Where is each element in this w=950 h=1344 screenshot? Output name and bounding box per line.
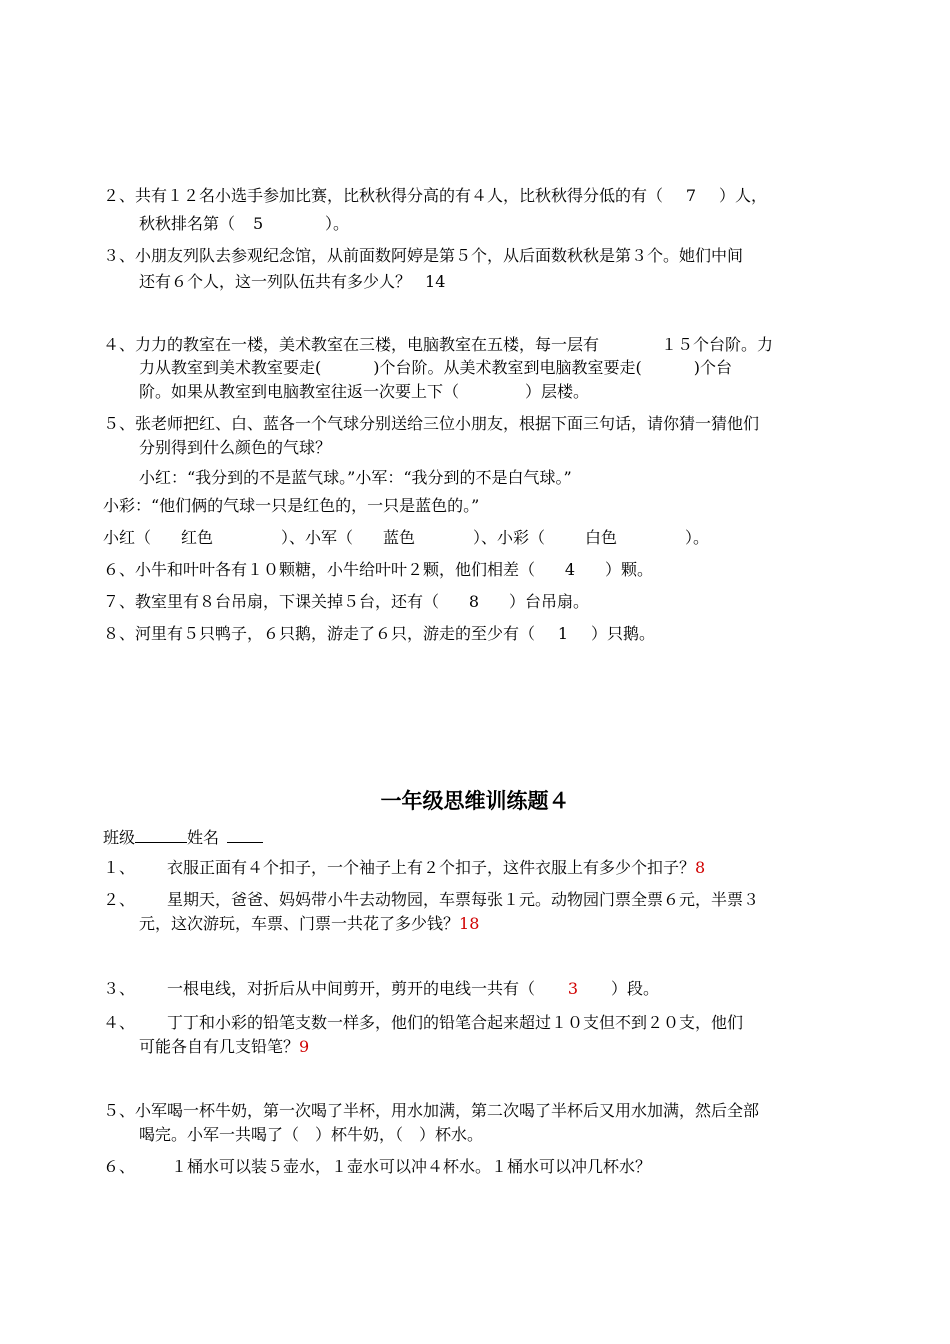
q3-line1: ３、小朋友列队去参观纪念馆，从前面数阿婷是第５个，从后面数秋秋是第３个。她们中间	[103, 246, 744, 265]
q4-text-a: ４、力力的教室在一楼，美术教室在三楼，电脑教室在五楼，每一层有	[103, 335, 600, 354]
q6-text-a: ６、小牛和叶叶各有１０颗糖，小牛给叶叶２颗，他们相差（	[103, 560, 536, 579]
q2-line2	[139, 212, 349, 236]
p2-q2-num: ２、	[103, 890, 136, 909]
p2-q3-num: ３、	[103, 979, 136, 998]
q6-line	[103, 558, 653, 582]
p2-q4-text-2: 可能各自有几支铅笔？	[139, 1037, 300, 1056]
p2-q2-line1	[103, 888, 759, 912]
p2-q4-line2	[139, 1035, 309, 1059]
q2-answer-2: 5	[253, 214, 264, 233]
q4-text-b: １５个台阶。力	[661, 335, 774, 354]
q2-text-b: ）人，	[719, 186, 768, 205]
q5-line1: ５、张老师把红、白、蓝各一个气球分别送给三位小朋友，根据下面三句话，请你猜一猜他们	[103, 414, 760, 433]
name-label: 姓名	[187, 828, 220, 847]
p2-q3-answer: 3	[567, 979, 579, 998]
p2-q2-text-1: 星期天，爸爸、妈妈带小牛去动物园，车票每张１元。动物园门票全票６元，半票３	[167, 890, 760, 909]
q8-answer: 1	[557, 624, 569, 643]
p2-q1-num: １、	[103, 858, 136, 877]
p2-q1-line	[103, 856, 705, 880]
p2-q4-line1	[103, 1011, 743, 1035]
p2-q4-answer: 9	[299, 1037, 310, 1056]
q4-line1	[103, 333, 773, 357]
q7-text-a: ７、教室里有８台吊扇，下课关掉５台，还有（	[103, 592, 440, 611]
page-title: 一年级思维训练题４	[380, 789, 570, 813]
q5-answer-red: 红色	[181, 528, 214, 547]
p2-q3-text-a: 一根电线，对折后从中间剪开，剪开的电线一共有（	[167, 979, 536, 998]
class-blank[interactable]	[135, 824, 187, 843]
name-blank[interactable]	[227, 824, 263, 843]
q2-answer-1: 7	[685, 186, 697, 205]
q5-end: ）。	[685, 528, 710, 547]
p2-q1-answer: 8	[695, 858, 706, 877]
q5-xiaocai-label: ）、小彩（	[473, 528, 546, 547]
class-label: 班级	[103, 828, 136, 847]
p2-q5-line2: 喝完。小军一共喝了（ ）杯牛奶，（ ）杯水。	[139, 1125, 484, 1144]
q2-text-d: ）。	[325, 214, 350, 233]
p2-q6-line	[103, 1155, 651, 1179]
q6-answer: 4	[564, 560, 576, 579]
q4-text-f: 阶。如果从教室到电脑教室往返一次要上下（	[139, 382, 460, 401]
q2-text-a: ２、共有１２名小选手参加比赛，比秋秋得分高的有４人，比秋秋得分低的有（	[103, 186, 664, 205]
p2-q6-text: １桶水可以装５壶水，１壶水可以冲４杯水。１桶水可以冲几杯水？	[171, 1157, 652, 1176]
p2-q1-text: 衣服正面有４个扣子，一个袖子上有２个扣子，这件衣服上有多少个扣子？	[167, 858, 696, 877]
p2-q5-line1: ５、小军喝一杯牛奶，第一次喝了半杯，用水加满，第二次喝了半杯后又用水加满，然后全部	[103, 1101, 760, 1120]
q3-answer: 14	[425, 272, 446, 291]
q8-text-b: ）只鹅。	[591, 624, 656, 643]
q3-line2	[139, 270, 445, 294]
p2-q2-answer: 18	[459, 914, 480, 933]
q5-line4: 小彩：“他们俩的气球一只是红色的，一只是蓝色的。”	[103, 496, 480, 515]
class-name-line	[103, 824, 263, 850]
q2-line1	[103, 184, 767, 208]
q4-line3	[139, 380, 589, 404]
p2-q3-line	[103, 977, 659, 1001]
p2-q4-text-1: 丁丁和小彩的铅笔支数一样多，他们的铅笔合起来超过１０支但不到２０支，他们	[167, 1013, 744, 1032]
q7-line	[103, 590, 589, 614]
q5-line3: 小红：“我分到的不是蓝气球。”小军：“我分到的不是白气球。”	[139, 468, 572, 487]
q8-line	[103, 622, 655, 646]
q7-answer: 8	[468, 592, 480, 611]
p2-q4-num: ４、	[103, 1013, 136, 1032]
q4-line2	[139, 356, 732, 380]
q5-line2: 分别得到什么颜色的气球？	[139, 438, 332, 457]
q8-text-a: ８、河里有５只鸭子，６只鹅，游走了６只，游走的至少有（	[103, 624, 536, 643]
q2-text-c: 秋秋排名第（	[139, 214, 236, 233]
q7-text-b: ）台吊扇。	[509, 592, 590, 611]
q5-xiaojun-label: ）、小军（	[281, 528, 354, 547]
q6-text-b: ）颗。	[605, 560, 654, 579]
p2-q6-num: ６、	[103, 1157, 136, 1176]
q5-xiaohong-label: 小红（	[103, 528, 152, 547]
q5-answer-white: 白色	[585, 528, 618, 547]
p2-q2-line2	[139, 912, 479, 936]
q4-text-g: ）层楼。	[525, 382, 590, 401]
q4-text-d: )个台阶。从美术教室到电脑教室要走(	[373, 358, 642, 377]
q5-answer-blue: 蓝色	[383, 528, 416, 547]
p2-q2-text-2: 元，这次游玩，车票、门票一共花了多少钱？	[139, 914, 460, 933]
p2-q3-text-b: ）段。	[611, 979, 660, 998]
q4-text-e: )个台	[693, 358, 732, 377]
q4-text-c: 力从教室到美术教室要走(	[139, 358, 322, 377]
q5-line5	[103, 526, 709, 550]
q3-text: 还有６个人，这一列队伍共有多少人？	[139, 272, 412, 291]
